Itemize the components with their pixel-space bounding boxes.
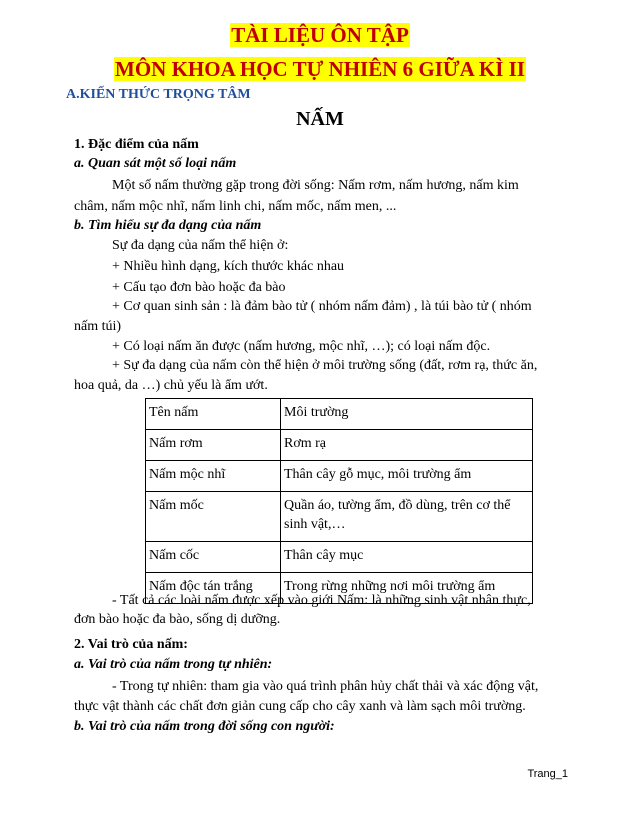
part2-para-line1: - Trong tự nhiên: tham gia vào quá trình phân hủy chất thải và xác động vật, — [112, 679, 539, 694]
part1-b-item5-line2: hoa quả, da …) chủ yếu là ẩm ướt. — [74, 378, 268, 393]
table-cell: Thân cây gỗ mục, môi trường ẩm — [281, 461, 533, 492]
table-cell-line: Quần áo, tường ẩm, đồ dùng, trên cơ thể — [284, 498, 511, 513]
table-cell-line: sinh vật,… — [284, 517, 346, 532]
part1-para-a-line2: châm, nấm mộc nhĩ, nấm linh chi, nấm mốc, nấm men, ... — [74, 199, 397, 214]
part1-b-item3-line1: + Cơ quan sinh sản : là đảm bào tử ( nhóm nấm đảm) , là túi bào tử ( nhóm — [112, 299, 532, 314]
table-row — [146, 492, 533, 542]
topic-title: NẤM — [296, 108, 344, 130]
part2-sub-a: a. Vai trò của nấm trong tự nhiên: — [74, 657, 273, 672]
part1-sub-a: a. Quan sát một số loại nấm — [74, 156, 237, 171]
title-line-2-text: MÔN KHOA HỌC TỰ NHIÊN 6 GIỮA KÌ II — [115, 57, 525, 81]
part1-b-intro: Sự đa dạng của nấm thể hiện ở: — [112, 238, 289, 253]
summary-line1: - Tất cả các loài nấm được xếp vào giới Nấm: là những sinh vật nhân thực, — [112, 593, 531, 608]
part2-para-line2: thực vật thành các chất đơn giản cung cấp cho cây xanh và làm sạch môi trường. — [74, 699, 526, 714]
title-line-1 — [0, 22, 640, 48]
title-line-2 — [0, 56, 640, 82]
table-cell: Trong rừng những nơi môi trường ẩm — [281, 573, 533, 604]
summary-line2: đơn bào hoặc đa bào, sống dị dưỡng. — [74, 612, 281, 627]
table-cell: Nấm rơm — [146, 430, 281, 461]
part1-b-item5-line1: + Sự đa dạng của nấm còn thể hiện ở môi trường sống (đất, rơm rạ, thức ăn, — [112, 358, 538, 373]
table-cell — [281, 492, 533, 542]
part1-b-item2: + Cấu tạo đơn bào hoặc đa bào — [112, 280, 286, 295]
table-cell: Nấm mộc nhĩ — [146, 461, 281, 492]
table-cell: Thân cây mục — [281, 542, 533, 573]
title-line-1-text: TÀI LIỆU ÔN TẬP — [231, 23, 409, 47]
section-a-heading: A.KIẾN THỨC TRỌNG TÂM — [66, 87, 251, 102]
table-cell: Nấm mốc — [146, 492, 281, 542]
table-header-cell: Tên nấm — [146, 399, 281, 430]
table-header-cell: Môi trường — [281, 399, 533, 430]
page-number: Trang_1 — [527, 768, 568, 780]
table-row — [146, 430, 533, 461]
table-cell: Nấm cốc — [146, 542, 281, 573]
part2-heading: 2. Vai trò của nấm: — [74, 637, 188, 652]
table-row — [146, 461, 533, 492]
part1-heading: 1. Đặc điểm của nấm — [74, 137, 199, 152]
part1-b-item3-line2: nấm túi) — [74, 319, 122, 334]
part2-sub-b: b. Vai trò của nấm trong đời sống con người: — [74, 719, 335, 734]
fungi-environment-table — [145, 398, 533, 604]
part1-sub-b: b. Tìm hiểu sự đa dạng của nấm — [74, 218, 262, 233]
table-header-row — [146, 399, 533, 430]
table-row — [146, 542, 533, 573]
part1-b-item1: + Nhiều hình dạng, kích thước khác nhau — [112, 259, 345, 274]
table-cell: Rơm rạ — [281, 430, 533, 461]
part1-para-a-line1: Một số nấm thường gặp trong đời sống: Nấm rơm, nấm hương, nấm kim — [112, 178, 519, 193]
table-cell: Nấm độc tán trắng — [146, 573, 281, 604]
part1-b-item4: + Có loại nấm ăn được (nấm hương, mộc nhĩ, …); có loại nấm độc. — [112, 339, 491, 354]
